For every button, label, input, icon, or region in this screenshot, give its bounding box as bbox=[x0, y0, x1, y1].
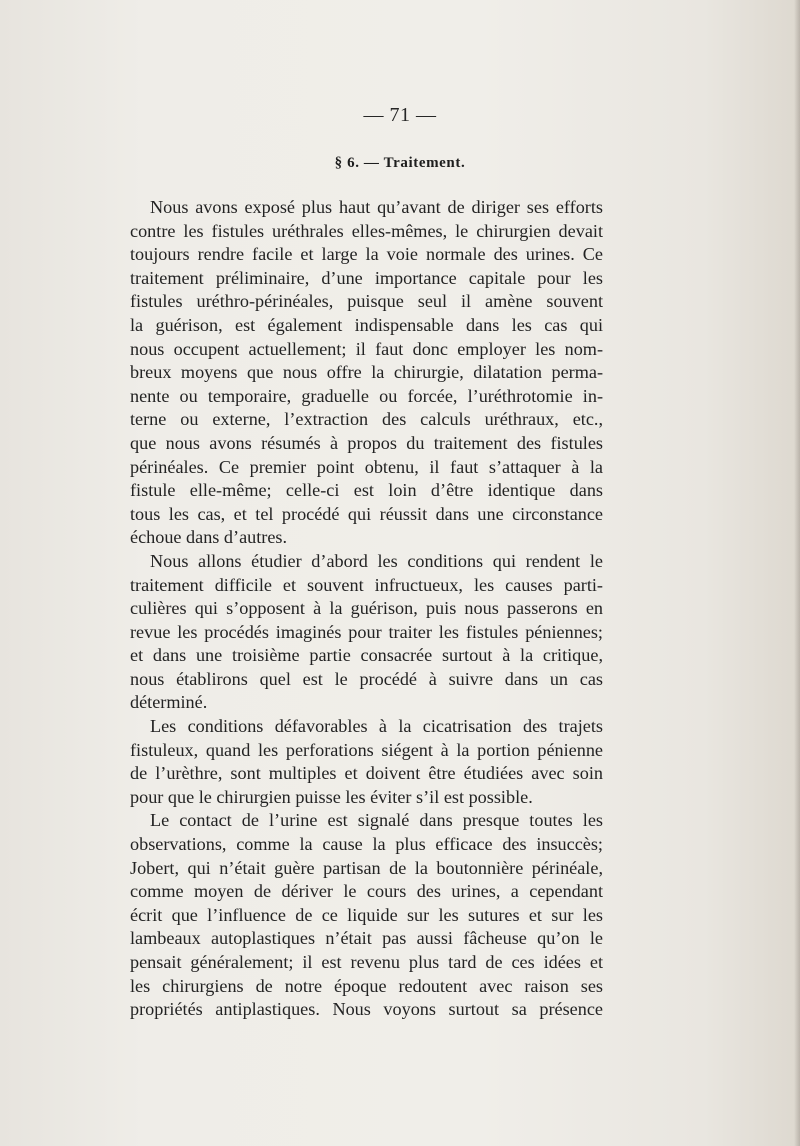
text-line: terne ou externe, l’extraction des calculs uréthraux, etc., bbox=[130, 409, 603, 430]
text-line: nous établirons quel est le procédé à suivre dans un cas bbox=[130, 668, 603, 689]
text-line: et dans une troisième partie consacrée surtout à la critique, bbox=[130, 645, 603, 666]
text-line: traitement préliminaire, d’une importance capitale pour les bbox=[130, 267, 603, 288]
page-number: — 71 — bbox=[363, 104, 437, 126]
text-line: culières qui s’opposent à la guérison, puis nous passerons en bbox=[130, 598, 603, 619]
text-line: Nous allons étudier d’abord les conditions qui rendent le bbox=[150, 550, 603, 571]
text-line: nente ou temporaire, graduelle ou forcée, l’uréthrotomie in- bbox=[130, 385, 603, 406]
text-line: échoue dans d’autres. bbox=[130, 527, 288, 548]
text-line: nous occupent actuellement; il faut donc employer les nom- bbox=[130, 338, 603, 359]
text-line: toujours rendre facile et large la voie normale des urines. Ce bbox=[130, 244, 603, 265]
text-line: traitement difficile et souvent infructueux, les causes parti- bbox=[130, 574, 603, 595]
text-line: périnéales. Ce premier point obtenu, il faut s’attaquer à la bbox=[130, 456, 603, 477]
text-line: tous les cas, et tel procédé qui réussit dans une circonstance bbox=[130, 503, 603, 524]
text-line: revue les procédés imaginés pour traiter les fistules péniennes; bbox=[130, 621, 603, 642]
text-line: pensait généralement; il est revenu plus tard de ces idées et bbox=[130, 952, 603, 972]
body-text bbox=[130, 196, 603, 1022]
text-line: propriétés antiplastiques. Nous voyons surtout sa présence bbox=[130, 999, 603, 1020]
text-line: la guérison, est également indispensable dans les cas qui bbox=[130, 314, 603, 335]
text-line: lambeaux autoplastiques n’était pas aussi fâcheuse qu’on le bbox=[130, 928, 603, 949]
text-line: fistules uréthro-périnéales, puisque seul il amène souvent bbox=[130, 291, 603, 312]
text-line: fistule elle-même; celle-ci est loin d’être identique dans bbox=[130, 480, 603, 501]
text-line: Les conditions défavorables à la cicatrisation des trajets bbox=[150, 716, 603, 737]
text-line: observations, comme la cause la plus efficace des insuccès; bbox=[130, 834, 603, 855]
text-line: Jobert, qui n’était guère partisan de la boutonnière périnéale, bbox=[130, 857, 603, 878]
text-line: Nous avons exposé plus haut qu’avant de diriger ses efforts bbox=[150, 197, 603, 217]
text-line: fistuleux, quand les perforations siégent à la portion pénienne bbox=[130, 739, 603, 760]
text-line: Le contact de l’urine est signalé dans presque toutes les bbox=[150, 810, 603, 831]
section-title: § 6. — Traitement. bbox=[334, 155, 466, 171]
text-line: écrit que l’influence de ce liquide sur les sutures et sur les bbox=[130, 904, 603, 925]
text-line: contre les fistules uréthrales elles-mêmes, le chirurgien devait bbox=[130, 220, 603, 241]
text-line: comme moyen de dériver le cours des urines, a cependant bbox=[130, 881, 603, 902]
text-line: les chirurgiens de notre époque redoutent avec raison ses bbox=[130, 975, 603, 996]
text-line: déterminé. bbox=[130, 692, 208, 713]
text-line: de l’urèthre, sont multiples et doivent être étudiées avec soin bbox=[130, 763, 603, 784]
text-line: pour que le chirurgien puisse les éviter s’il est possible. bbox=[130, 786, 533, 807]
text-line: breux moyens que nous offre la chirurgie, dilatation perma- bbox=[130, 362, 603, 383]
text-line: que nous avons résumés à propos du traitement des fistules bbox=[130, 432, 603, 453]
